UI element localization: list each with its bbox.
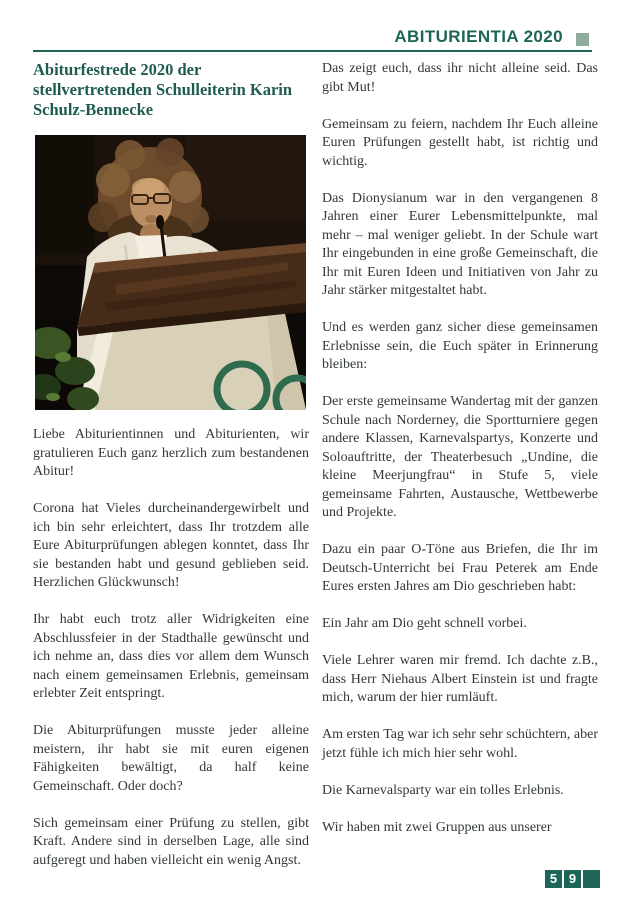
right-column: [322, 60, 598, 837]
header-rule: [33, 50, 592, 52]
page-number-accent-square: [583, 870, 600, 888]
paragraph: Und es werden ganz sicher diese gemeinsamen Erlebnisse sein, die Euch später in Erinnerung bleiben:: [322, 320, 598, 372]
speaker-photo: [35, 135, 306, 410]
paragraph: Viele Lehrer waren mir fremd. Ich dachte z.B., dass Herr Niehaus Albert Einstein ist und fragte mich, warum der hier rumläuft.: [322, 653, 598, 705]
paragraph: Das zeigt euch, dass ihr nicht alleine seid. Das gibt Mut!: [322, 61, 598, 95]
paragraph: Gemeinsam zu feiern, nachdem Ihr Euch alleine Euren Prüfungen gestellt habt, ist richtig und wichtig.: [322, 116, 598, 169]
paragraph: Ihr habt euch trotz aller Widrigkeiten eine Abschlussfeier in der Stadthalle gewünscht und ich nehme an, dass dies vor allem dem Wunsch nach einem gemeinsamen Erlebnis, gemeinsam erlebter Zeit entspringt.: [33, 612, 309, 701]
header-accent-square: [576, 33, 589, 46]
paragraph: Corona hat Vieles durcheinandergewirbelt und ich bin sehr erleichtert, dass Ihr trotzdem alle Eure Abiturprüfungen ablegen konntet, dass Ihr sie bestanden habt und gesund geblieben seid. Herzlichen Glückwunsch!: [33, 501, 309, 590]
paragraph: Wir haben mit zwei Gruppen aus unserer: [322, 819, 552, 835]
page-number-digit: 5: [545, 870, 562, 888]
paragraph: Liebe Abiturientinnen und Abiturienten, wir gratulieren Euch ganz herzlich zum bestandenen Abitur!: [33, 427, 309, 479]
paragraph: Dazu ein paar O-Töne aus Briefen, die Ihr im Deutsch-Unterricht bei Frau Peterek am Ende Eures ersten Jahres am Dio geschrieben habt:: [322, 542, 598, 594]
paragraph: Am ersten Tag war ich sehr sehr schüchtern, aber jetzt fühle ich mich hier sehr wohl.: [322, 727, 598, 761]
page-number: [545, 870, 600, 888]
page-number-digit: 9: [564, 870, 581, 888]
page-header-title: ABITURIENTIA 2020: [394, 27, 563, 46]
paragraph: Ein Jahr am Dio geht schnell vorbei.: [322, 616, 527, 631]
article-headline: Abiturfestrede 2020 der stellvertretenden Schulleiterin Karin Schulz-Bennecke: [33, 60, 293, 119]
paragraph: Der erste gemeinsame Wandertag mit der ganzen Schule nach Norderney, die Sportturniere gegen andere Klassen, Karnevalspartys, Konzerte und Soloauftritte, der Theaterbesuch „Undine, die kleine Meerjungfrau“ in Stufe 5, viele gemeinsame Fahrten, Austausche, Wettbewerbe und Projekte.: [322, 394, 598, 520]
paragraph: Die Abiturprüfungen musste jeder alleine meistern, ihr habt sie mit euren eigenen Fähigkeiten bewältigt, da half keine Gemeinschaft. Oder doch?: [33, 723, 309, 794]
paragraph: Die Karnevalsparty war ein tolles Erlebnis.: [322, 782, 564, 798]
paragraph: Sich gemeinsam einer Prüfung zu stellen, gibt Kraft. Andere sind in derselben Lage, alle sind aufgeregt und haben vielleicht ein wenig Angst.: [33, 815, 309, 868]
left-column: [33, 60, 309, 870]
paragraph: Das Dionysianum war in den vergangenen 8 Jahren einer Eurer Lebensmittelpunkte, mal mehr – mal weniger geliebt. In der Schule wart Ihr eingebunden in eine große Gemeinschaft, die Ihr mit Euren Ideen und Initiativen von Jahr zu Jahr stärker mitgestaltet habt.: [322, 190, 598, 298]
